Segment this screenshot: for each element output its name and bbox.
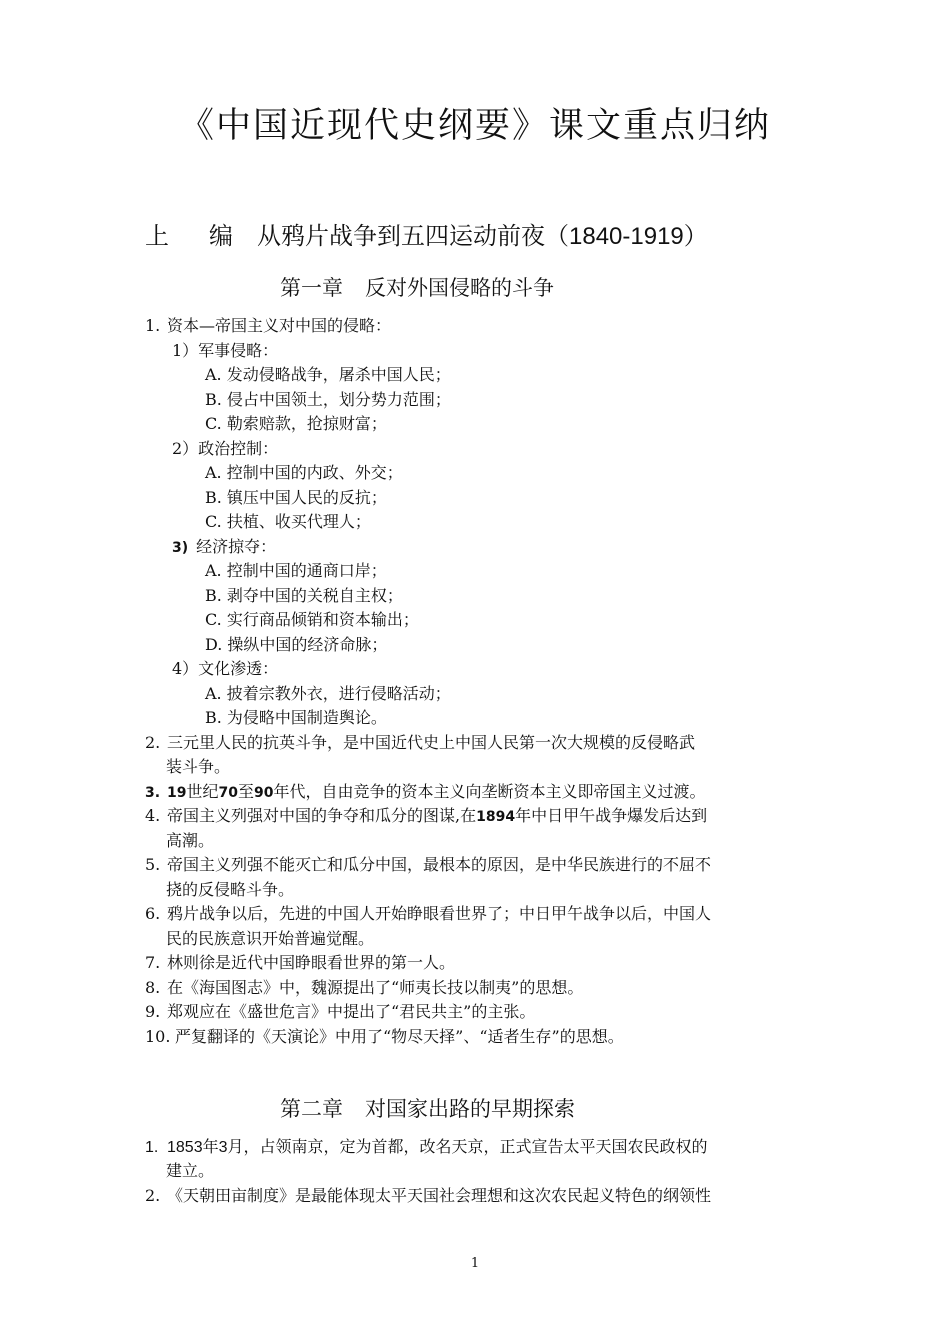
sub-item: B. 侵占中国领土，划分势力范围； [205,390,451,409]
list-item: 1. 1853年3月，占领南京，定为首都，改名天京，正式宣告太平天国农民政权的 [145,1137,708,1156]
sub-heading: 2）政治控制： [172,439,279,458]
sub-item: B. 剥夺中国的关税自主权； [205,586,403,605]
list-item: 10. 严复翻译的《天演论》中用了“物尽天择”、“适者生存”的思想。 [145,1027,624,1046]
sub-item: B. 为侵略中国制造舆论。 [205,708,387,727]
list-item-continuation: 装斗争。 [166,757,231,776]
sub-item: A. 控制中国的内政、外交； [205,463,403,482]
list-item-continuation: 建立。 [166,1161,215,1180]
chapter-2-name: 对国家出路的早期探索 [365,1097,575,1121]
sub-heading: 1）军事侵略： [172,341,279,360]
list-item: 8. 在《海国图志》中，魏源提出了“师夷长技以制夷”的思想。 [145,978,584,997]
part-years: （1840-1919） [545,223,708,250]
sub-item: A. 控制中国的通商口岸； [205,561,387,580]
part-label-a: 上 [145,222,169,250]
list-item: 9. 郑观应在《盛世危言》中提出了“君民共主”的主张。 [145,1002,536,1021]
chapter-1-num: 第一章 [280,276,343,300]
part-title [145,216,708,251]
sub-heading: 4）文化渗透： [172,659,279,678]
list-item-continuation: 民的民族意识开始普遍觉醒。 [166,929,375,948]
list-item: 4. 帝国主义列强对中国的争夺和瓜分的图谋,在1894年中日甲午战争爆发后达到 [145,806,708,825]
list-item: 3. 19世纪70至90年代，自由竞争的资本主义向垄断资本主义即帝国主义过渡。 [145,782,706,801]
sub-item: A. 披着宗教外衣，进行侵略活动； [205,684,451,703]
list-item: 5. 帝国主义列强不能灭亡和瓜分中国，最根本的原因，是中华民族进行的不屈不 [145,855,712,874]
chapter-1-title [280,272,554,302]
sub-item: A. 发动侵略战争，屠杀中国人民； [205,365,451,384]
list-item: 2. 三元里人民的抗英斗争，是中国近代史上中国人民第一次大规模的反侵略武 [145,733,696,752]
sub-item: D. 操纵中国的经济命脉； [205,635,388,654]
list-item: 1. 资本—帝国主义对中国的侵略： [145,316,392,335]
document-title: 《中国近现代史纲要》课文重点归纳 [178,106,771,146]
part-label-b: 编 [209,222,233,250]
list-item: 7. 林则徐是近代中国睁眼看世界的第一人。 [145,953,456,972]
sub-item: C. 勒索赔款，抢掠财富； [205,414,387,433]
list-item: 6. 鸦片战争以后，先进的中国人开始睁眼看世界了；中日甲午战争以后，中国人 [145,904,712,923]
chapter-2-num: 第二章 [280,1097,343,1121]
chapter-1-name: 反对外国侵略的斗争 [365,276,554,300]
list-item-continuation: 挠的反侵略斗争。 [166,880,295,899]
sub-item: B. 镇压中国人民的反抗； [205,488,387,507]
list-item-continuation: 高潮。 [166,831,215,850]
part-name: 从鸦片战争到五四运动前夜 [257,222,545,250]
chapter-2-title [280,1093,575,1123]
page-number: 1 [470,1256,480,1271]
list-item: 2. 《天朝田亩制度》是最能体现太平天国社会理想和这次农民起义特色的纲领性 [145,1186,712,1205]
sub-item: C. 实行商品倾销和资本输出； [205,610,419,629]
sub-item: C. 扶植、收买代理人； [205,512,371,531]
sub-heading: 3) 经济掠夺： [172,537,277,556]
